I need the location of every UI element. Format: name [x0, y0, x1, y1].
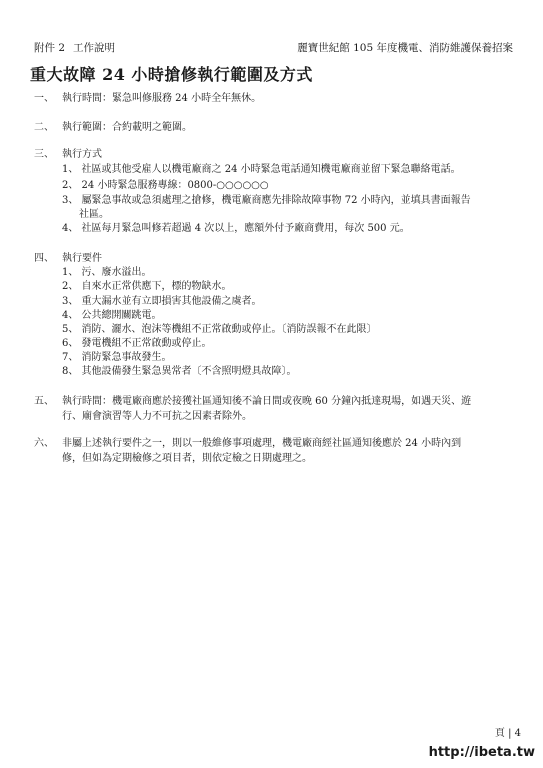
section-5-number: 五、	[34, 396, 54, 407]
section-6-number: 六、	[34, 438, 54, 449]
page-number: 頁 | 4	[494, 728, 521, 739]
header-left	[34, 40, 115, 55]
section-5-text-continued: 行、廟會演習等人力不可抗之因素者除外。	[62, 411, 252, 422]
section-4-heading	[34, 252, 102, 265]
header-right-title: 麗寶世紀館 105 年度機電、消防維護保養招案	[297, 42, 513, 54]
doc-label: 工作說明	[73, 42, 116, 54]
section-4-item: 1、 污、廢水溢出。	[62, 267, 152, 278]
section-6-text-continued: 修，但如為定期檢修之項目者，則依定檢之日期處理之。	[62, 453, 312, 464]
section-3-heading	[34, 148, 102, 161]
section-3-title: 執行方式	[62, 149, 102, 160]
section-1	[34, 92, 261, 105]
section-4-item: 3、 重大漏水並有立即損害其他設備之虞者。	[62, 296, 262, 307]
section-4-item: 2、 自來水正常供應下，標的物缺水。	[62, 281, 232, 292]
section-4-item: 7、 消防緊急事故發生。	[62, 352, 172, 363]
section-3-item: 1、 社區或其他受雇人以機電廠商之 24 小時緊急電話通知機電廠商並留下緊急聯絡電話。	[62, 164, 461, 175]
section-4-number: 四、	[34, 253, 54, 264]
section-6-text: 非屬上述執行要件之一，則以一般維修事項處理，機電廠商經社區通知後應於 24 小時內到	[62, 438, 462, 449]
page-title: 重大故障 24 小時搶修執行範圍及方式	[30, 65, 313, 84]
section-4-item: 6、 發電機組不正常啟動或停止。	[62, 338, 212, 349]
section-3-item: 3、 屬緊急事故或急須處理之搶修，機電廠商應先排除故障事物 72 小時內，並填具書面報告	[62, 195, 471, 206]
section-3-number: 三、	[34, 149, 54, 160]
attachment-label: 附件 2	[34, 42, 66, 54]
section-3-item: 2、 24 小時緊急服務專線：0800-○○○○○○	[62, 180, 269, 191]
section-4-title: 執行要件	[62, 253, 102, 264]
section-6	[34, 437, 461, 450]
section-1-number: 一、	[34, 93, 54, 104]
section-3-item: 4、 社區每月緊急叫修若超過 4 次以上，應額外付予廠商費用，每次 500 元。	[62, 223, 410, 234]
section-4-item: 8、 其他設備發生緊急異常者〔不含照明燈具故障〕。	[62, 366, 297, 377]
section-3-item-continued: 社區。	[79, 209, 109, 220]
section-2	[34, 121, 192, 134]
section-5	[34, 395, 471, 408]
section-2-number: 二、	[34, 122, 54, 133]
section-4-item: 5、 消防、灑水、泡沫等機組不正常啟動或停止。〔消防誤報不在此限〕	[62, 324, 377, 335]
section-4-item: 4、 公共總開關跳電。	[62, 310, 162, 321]
section-2-text: 執行範圍：合約載明之範圍。	[62, 122, 192, 133]
section-5-text: 執行時間：機電廠商應於接獲社區通知後不論日間或夜晚 60 分鐘內抵達現場，如遇天災、遊	[62, 396, 472, 407]
watermark: http://ibeta.tw	[428, 745, 535, 760]
section-1-text: 執行時間：緊急叫修服務 24 小時全年無休。	[62, 93, 262, 104]
